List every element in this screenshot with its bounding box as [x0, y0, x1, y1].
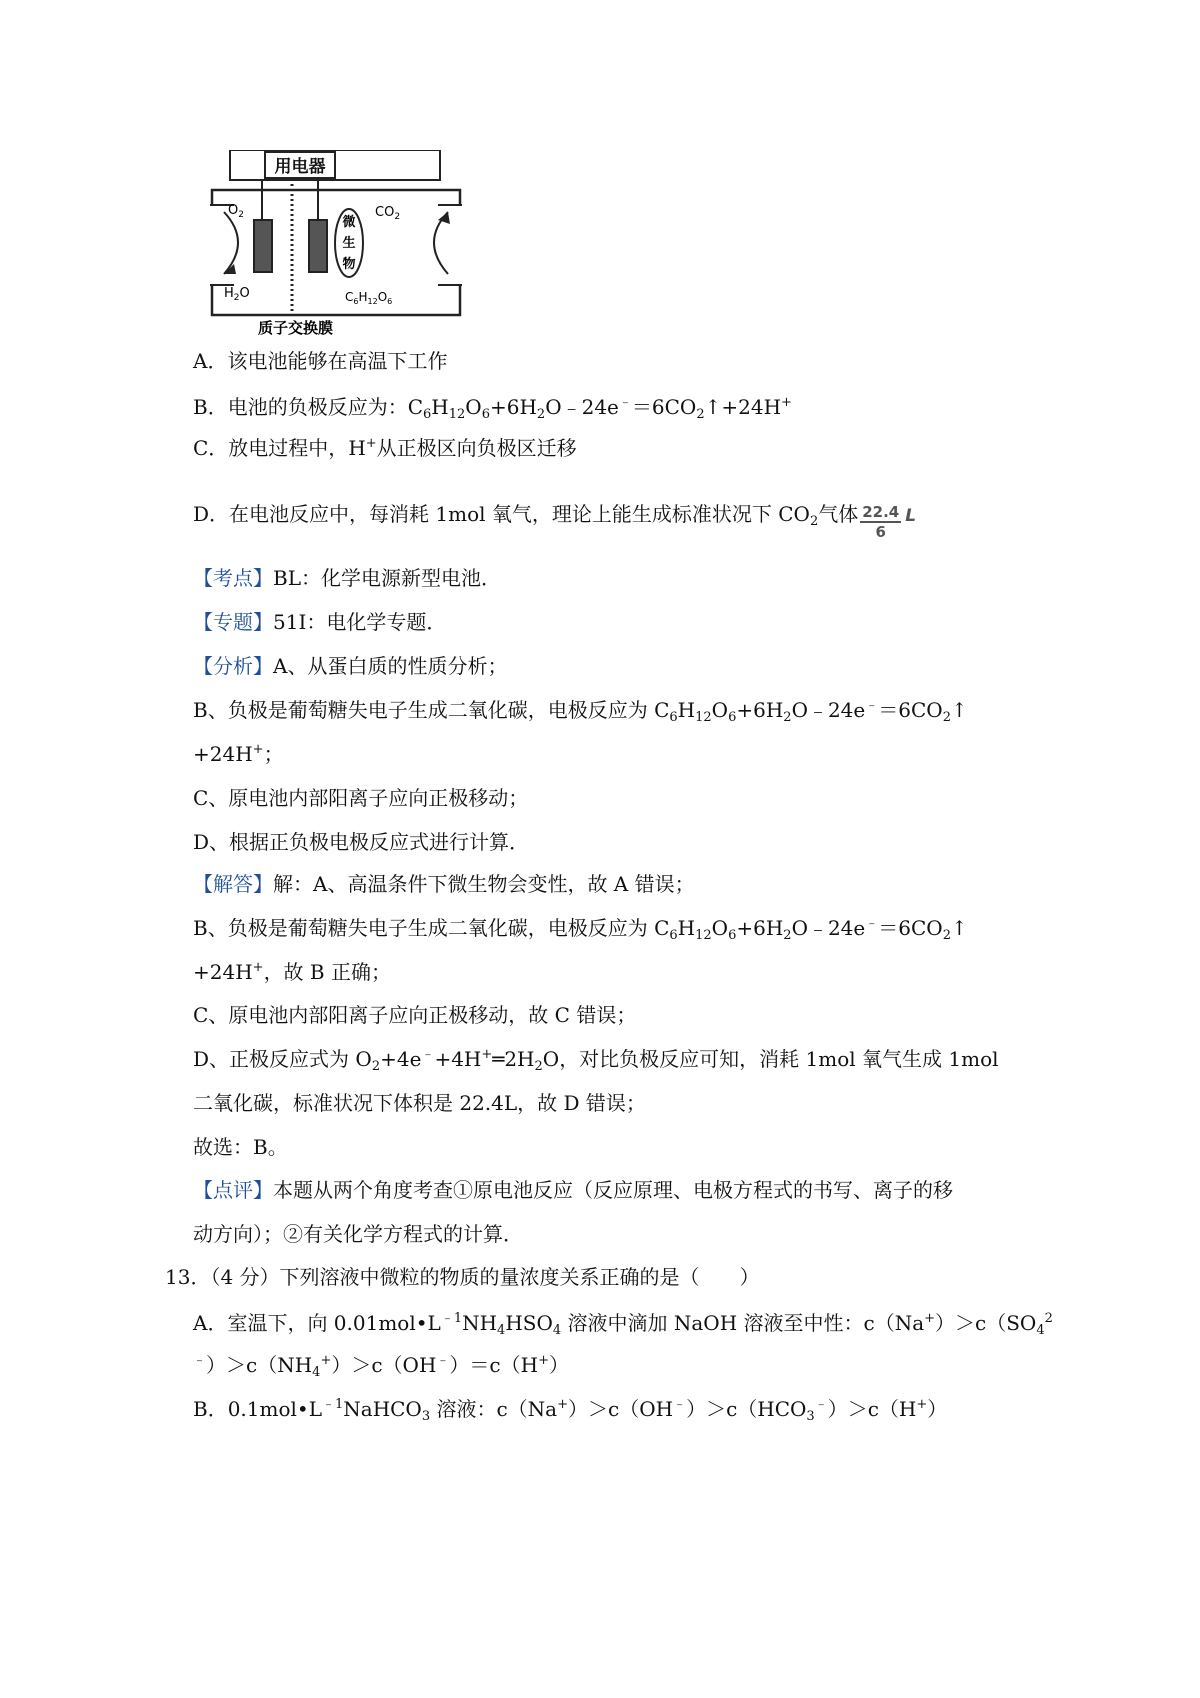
jieda-b-prefix: B、负极是葡萄糖失电子生成二氧化碳，电极反应为	[193, 916, 655, 940]
microbial-fuel-cell-diagram	[210, 150, 470, 365]
jieda-line	[193, 870, 695, 898]
q13-a2-b: ）＞c（OH	[331, 1353, 437, 1377]
jieda-b-cont: +24H+，故 B 正确；	[193, 960, 391, 984]
q13-b-b: ）＞c（OH	[568, 1397, 674, 1421]
microbe-char: 微	[342, 215, 356, 230]
q13-stem: 13．（4 分）下列溶液中微粒的物质的量浓度关系正确的是（ ）	[165, 1265, 760, 1289]
negative-electrode	[309, 220, 327, 272]
dianping-line	[193, 1176, 953, 1204]
fenxi-a: A、从蛋白质的性质分析；	[273, 654, 508, 678]
dianping-1: 本题从两个角度考查①原电池反应（反应原理、电极方程式的书写、离子的移	[273, 1178, 953, 1202]
jieda-d-suffix: ，对比负极反应可知，消耗 1mol 氧气生成 1mol	[559, 1047, 999, 1071]
q13-a-prefix: A．室温下，向 0.01mol•L	[193, 1311, 441, 1335]
label-h2o: $H_2O$	[224, 286, 250, 303]
fenxi-b-prefix: B、负极是葡萄糖失电子生成二氧化碳，电极反应为	[193, 698, 655, 722]
q13-option-a: A．室温下，向 $0.01mol•L^{﹣1}NH_4HSO_4$ 溶液中滴加 NaOH 溶液至中性：$c(Na^+)>c(SO_4^2$	[193, 1311, 1053, 1338]
option-d-prefix: D．在电池反应中，每消耗 1mol 氧气，理论上能生成标准状况下 CO	[193, 502, 810, 526]
option-d-mid: 气体	[818, 502, 859, 526]
q13-b-d: ）＞c（H	[827, 1397, 917, 1421]
zhuanti-tag: 【专题】	[193, 610, 273, 634]
label-glucose: $C_6H_{12}O_6$	[345, 290, 393, 306]
q13-b-c: ）＞c（HCO	[686, 1397, 807, 1421]
jieda-choice: 故选：B。	[193, 1135, 288, 1159]
positive-electrode	[254, 220, 272, 272]
jieda-d: D、正极反应式为 $O_2+4e^﹣+4H^+═2H_2O$，对比负极反应可知，消耗 1mol 氧气生成 1mol	[193, 1047, 999, 1074]
jieda-c: C、原电池内部阳离子应向正极移动，故 C 错误；	[193, 1003, 637, 1027]
q12-option-d: D．在电池反应中，每消耗 1mol 氧气，理论上能生成标准状况下 $CO_2$气体 $\frac{22.4}{6}$ L	[193, 502, 917, 541]
q12-option-a: A．该电池能够在高温下工作	[193, 349, 448, 373]
device-label: 用电器	[274, 157, 326, 177]
q13-a2-a: ）＞c（NH	[206, 1353, 313, 1377]
q13-a2-d: ）	[548, 1353, 569, 1377]
jieda-b: B、负极是葡萄糖失电子生成二氧化碳，电极反应为 $C_6H_{12}O_6+6H_2O﹣24e^﹣=6CO_2↑$	[193, 916, 968, 943]
q13-a-suffix: 溶液中滴加 NaOH 溶液至中性：c（Na	[561, 1311, 925, 1335]
kaodian-text: BL：化学电源新型电池．	[273, 566, 501, 590]
option-c-ion: H	[348, 436, 366, 460]
label-o2: $O_2$	[228, 203, 244, 220]
zhuanti-line	[193, 608, 446, 636]
q12-option-c: C．放电过程中，H+从正极区向负极区迁移	[193, 436, 577, 460]
label-co2: $CO_2$	[375, 205, 401, 222]
q13-option-a-cont: $^﹣)>c(NH_4^+)>c(OH^﹣)=c(H^+)$	[193, 1353, 569, 1380]
jieda-d2: 二氧化碳，标准状况下体积是 22.4L，故 D 错误；	[193, 1091, 646, 1115]
fenxi-line	[193, 652, 507, 680]
label-membrane: 质子交换膜	[258, 319, 334, 337]
q13-b-a: 溶液：c（Na	[430, 1397, 558, 1421]
q13-a-mid2: HSO	[505, 1311, 553, 1335]
option-b-prefix: B．电池的负极反应为：	[193, 395, 408, 419]
q13-a-tail: ）＞c（SO	[935, 1311, 1037, 1335]
fenxi-b-cont: +24H+；	[193, 742, 284, 766]
jieda-tag: 【解答】	[193, 872, 273, 896]
fenxi-c: C、原电池内部阳离子应向正极移动；	[193, 786, 529, 810]
fenxi-b: B、负极是葡萄糖失电子生成二氧化碳，电极反应为 $C_6H_{12}O_6+6H_2O﹣24e^﹣=6CO_2↑$	[193, 698, 968, 725]
option-c-suffix: 从正极区向负极区迁移	[376, 436, 577, 460]
q13-option-b: B．$0.1mol•L^{﹣1}NaHCO_3$ 溶液：$c(Na^+)>c(OH^﹣)>c(HCO_3^﹣)>c(H^+)$	[193, 1397, 948, 1424]
fenxi-d: D、根据正负极电极反应式进行计算．	[193, 830, 530, 854]
q13-b-mid: NaHCO	[343, 1397, 422, 1421]
q13-b-e: ）	[927, 1397, 948, 1421]
q13-a2-c: ）＝c（H	[449, 1353, 539, 1377]
dianping-2: 动方向）；②有关化学方程式的计算．	[193, 1222, 523, 1246]
kaodian-tag: 【考点】	[193, 566, 273, 590]
q13-b-prefix: B．0.1mol•L	[193, 1397, 322, 1421]
q12-option-b: B．电池的负极反应为：$C_6H_{12}O_6+6H_2O﹣24e^﹣=6CO_2↑+24H^+$	[193, 395, 792, 422]
zhuanti-text: 51I：电化学专题．	[273, 610, 447, 634]
dianping-tag: 【点评】	[193, 1178, 273, 1202]
fenxi-tag: 【分析】	[193, 654, 273, 678]
jieda-b-suffix: ，故 B 正确；	[263, 960, 391, 984]
microbe-char: 生	[342, 236, 356, 251]
kaodian-line	[193, 564, 501, 592]
option-c-prefix: C．放电过程中，	[193, 436, 349, 460]
q13-a-mid: NH	[462, 1311, 498, 1335]
jieda-d-prefix: D、正极反应式为	[193, 1047, 356, 1071]
option-d-unit: L	[905, 506, 917, 526]
option-d-fraction: $\frac{22.4}{6}$	[862, 503, 900, 541]
microbe-char: 物	[342, 257, 356, 272]
jieda-a: 解：A、高温条件下微生物会变性，故 A 错误；	[273, 872, 695, 896]
